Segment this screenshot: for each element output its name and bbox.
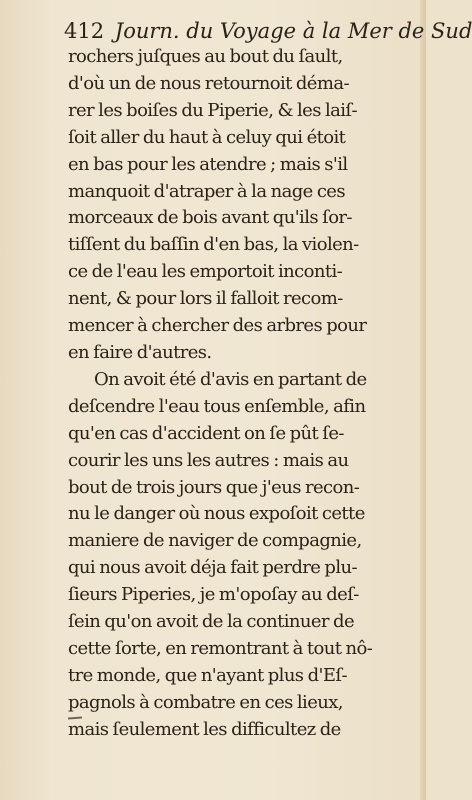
text-line: courir les uns les autres : mais au	[68, 449, 349, 471]
text-line: en bas pour les atendre ; mais s'il	[68, 153, 348, 175]
text-line: maniere de naviger de compagnie,	[68, 530, 362, 552]
text-line: mais ſeulement les difficultez de	[68, 718, 341, 740]
text-line: pagnols à combatre en ces lieux,	[68, 691, 343, 713]
text-line: deſcendre l'eau tous enſemble, afin	[68, 395, 366, 417]
text-line: ce de l'eau les emportoit inconti-	[68, 261, 343, 283]
page-number: 412	[64, 19, 105, 43]
text-line: ſieurs Piperies, je m'opoſay au deſ-	[68, 584, 359, 606]
paragraph-first-line: On avoit été d'avis en partant de	[94, 368, 367, 390]
text-line: rer les boiſes du Piperie, & les laiſ-	[68, 99, 357, 121]
text-line: d'où un de nous retournoit déma-	[68, 72, 349, 94]
body-text	[68, 44, 415, 744]
text-line: en faire d'autres.	[68, 341, 212, 363]
running-head	[64, 18, 472, 44]
text-line: ſoit aller du haut à celuy qui étoit	[68, 126, 346, 148]
text-line: cette ſorte, en remontrant à tout nô-	[68, 637, 373, 659]
text-line: mencer à chercher des arbres pour	[68, 315, 367, 337]
text-line: nent, & pour lors il falloit recom-	[68, 288, 343, 310]
text-line: tre monde, que n'ayant plus d'Eſ-	[68, 664, 347, 686]
text-line: ſein qu'on avoit de la continuer de	[68, 611, 354, 633]
text-line: nu le danger où nous expoſoit cette	[68, 503, 365, 525]
text-line: tiſſent du baſſin d'en bas, la violen-	[68, 234, 359, 256]
text-line: qu'en cas d'accident on ſe pût ſe-	[68, 422, 344, 444]
text-line: qui nous avoit déja fait perdre plu-	[68, 557, 357, 579]
text-line: rochers juſques au bout du ſault,	[68, 46, 343, 67]
text-line: bout de trois jours que j'eus recon-	[68, 476, 360, 498]
page-edge	[420, 0, 426, 800]
text-line: manquoit d'atraper à la nage ces	[68, 180, 345, 202]
text-line: morceaux de bois avant qu'ils ſor-	[68, 207, 352, 229]
running-title: Journ. du Voyage à la Mer de Sud	[114, 19, 472, 43]
